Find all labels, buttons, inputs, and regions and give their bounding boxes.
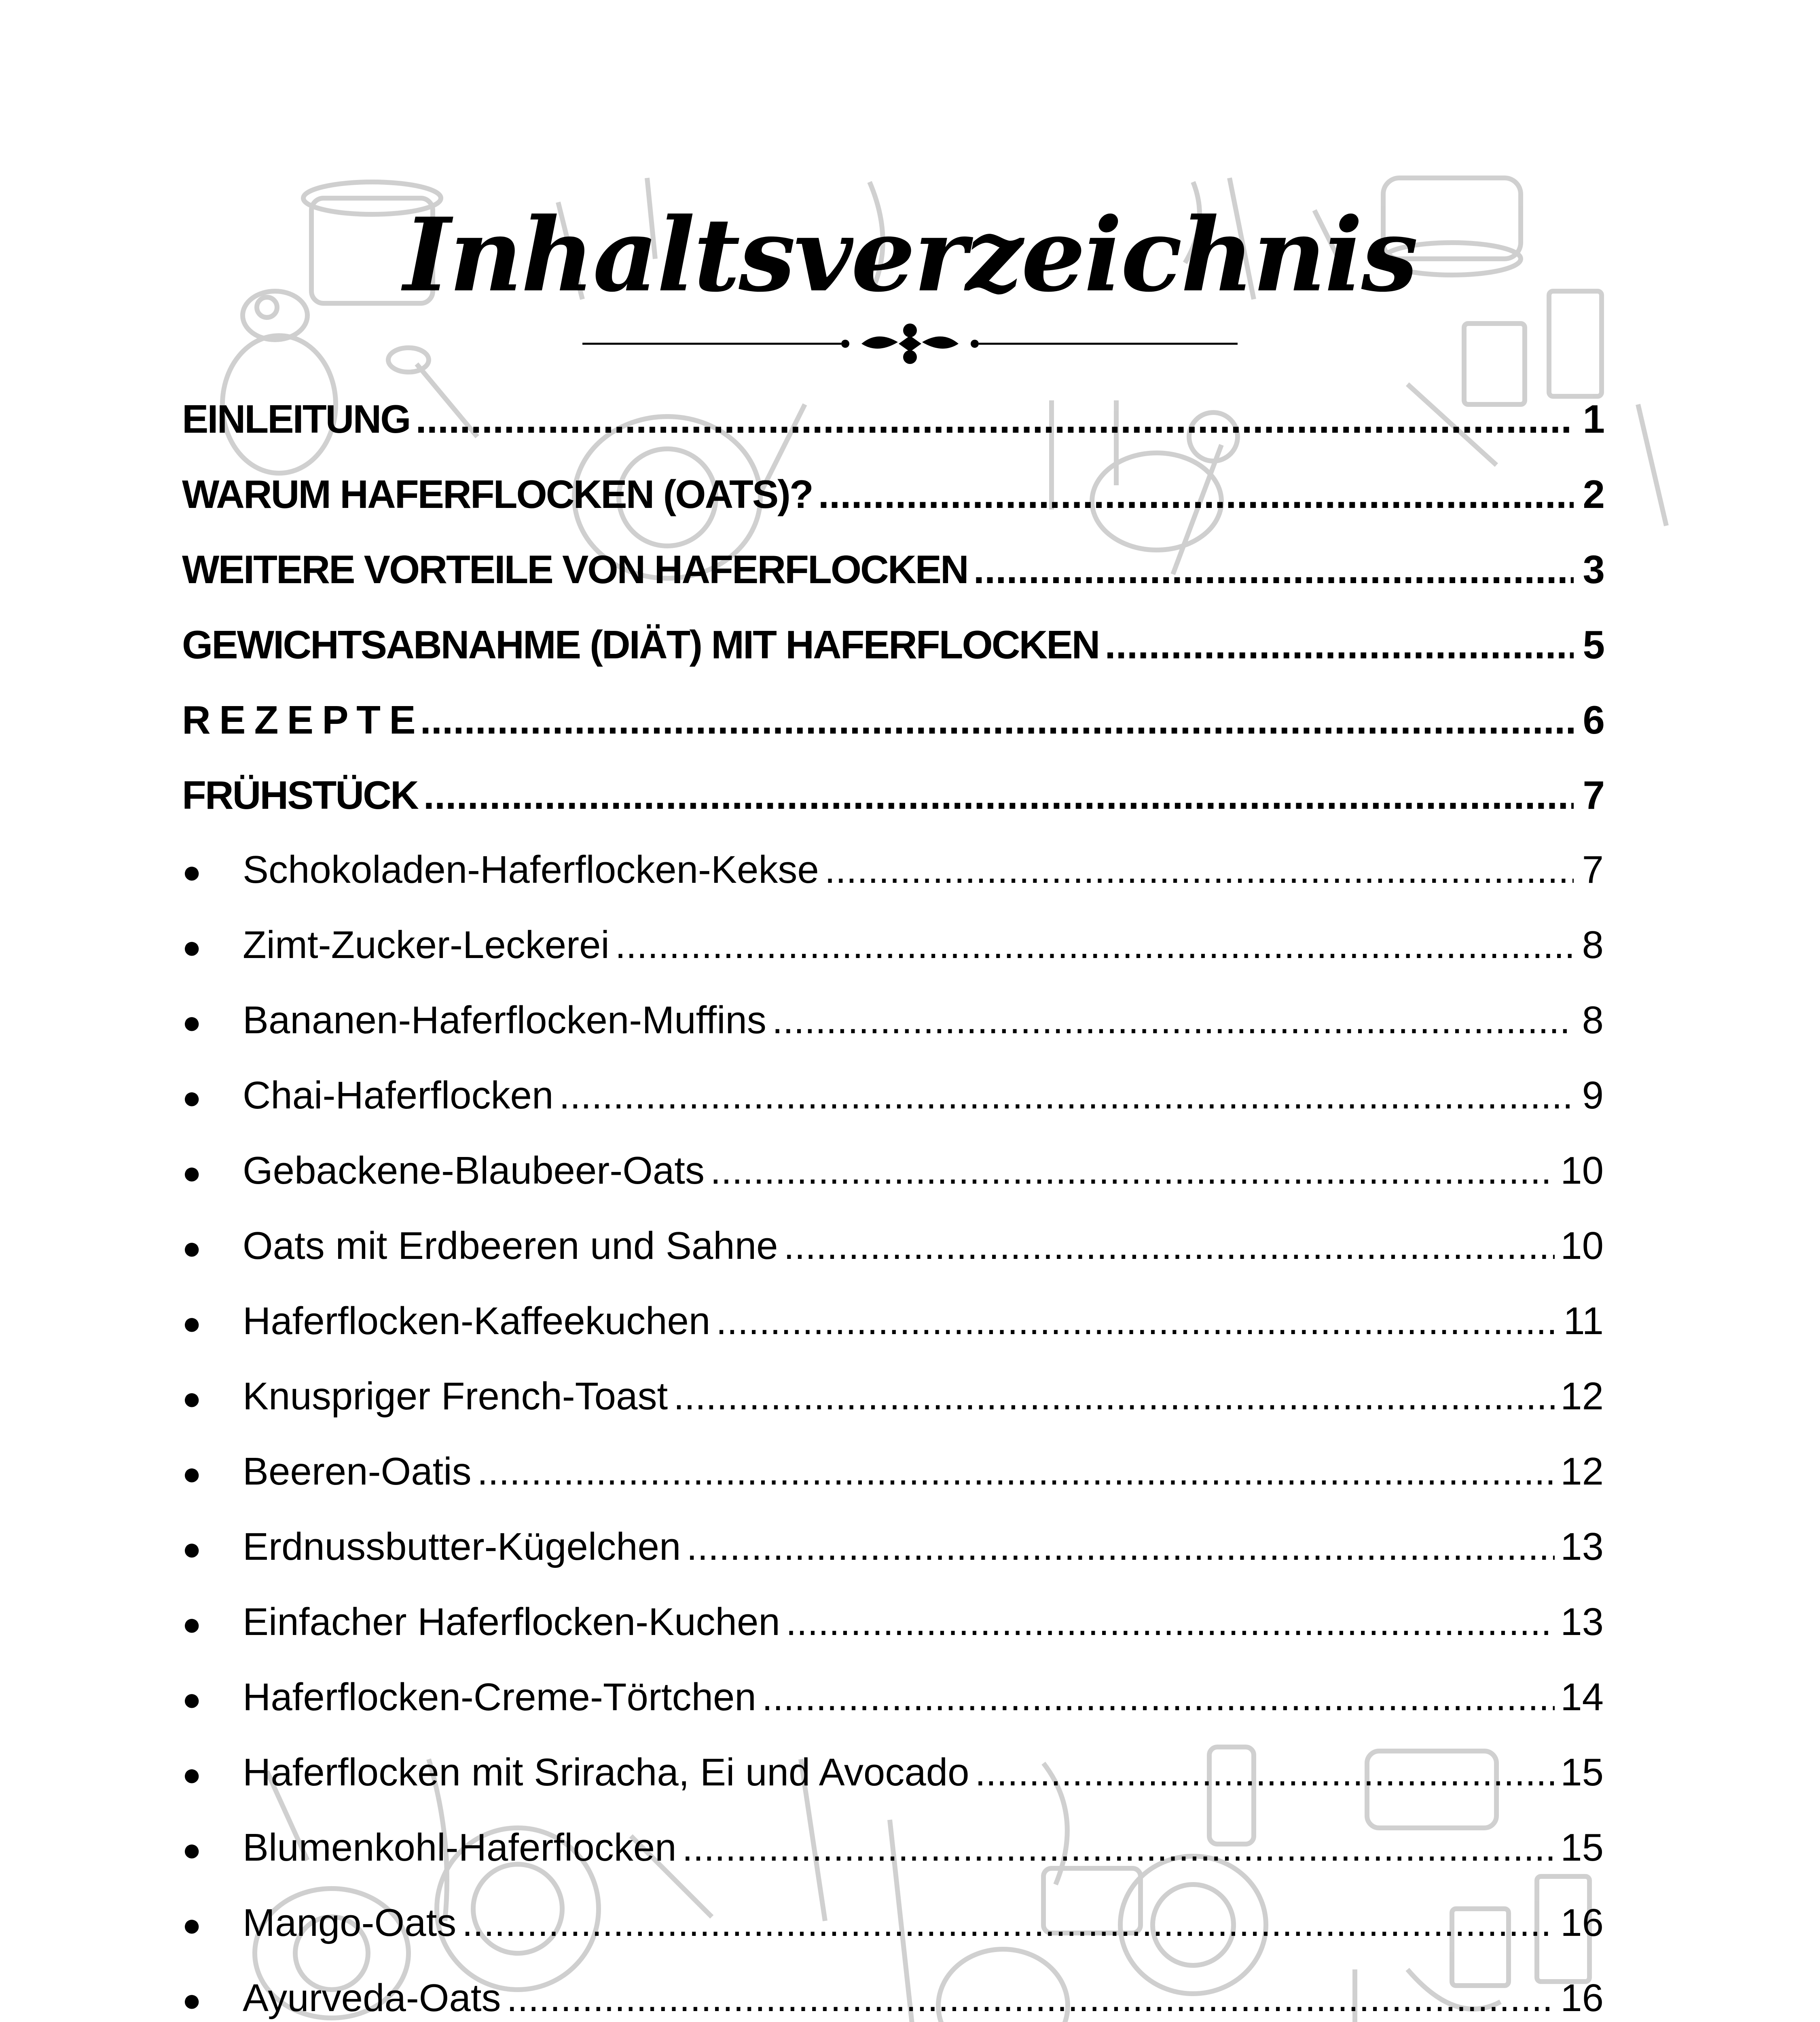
bullet-icon: ●	[182, 854, 202, 890]
toc-entry-label: Beeren-Oatis	[243, 1450, 472, 1493]
toc-entry-einleitung[interactable]	[182, 396, 1604, 472]
toc-entry-gewichtsabnahme[interactable]	[182, 622, 1604, 697]
bullet-icon: ●	[182, 1907, 202, 1943]
toc-leader-dots	[477, 1449, 1555, 1494]
toc-entry-weitere-vorteile[interactable]	[182, 547, 1604, 622]
toc-recipe-item[interactable]	[182, 848, 1604, 923]
toc-leader-dots	[818, 472, 1574, 517]
toc-entry-page: 16	[1560, 1901, 1604, 1944]
toc-entry-page: 13	[1560, 1525, 1604, 1568]
toc-entry-page: 15	[1560, 1826, 1604, 1869]
toc-entry-label: Bananen-Haferflocken-Muffins	[243, 998, 766, 1042]
toc-entry-label: Einfacher Haferflocken-Kuchen	[243, 1600, 780, 1643]
bullet-icon: ●	[182, 1681, 202, 1717]
bullet-icon: ●	[182, 1305, 202, 1341]
toc-leader-dots	[772, 998, 1574, 1043]
toc-recipe-item[interactable]	[182, 1901, 1604, 1976]
toc-leader-dots	[423, 772, 1574, 818]
toc-entry-page: 6	[1583, 698, 1604, 742]
toc-recipe-item[interactable]	[182, 1976, 1604, 2022]
toc-recipe-item[interactable]	[182, 998, 1604, 1073]
toc-entry-label: Oats mit Erdbeeren und Sahne	[243, 1224, 778, 1267]
toc-recipe-item[interactable]	[182, 1374, 1604, 1449]
toc-entry-page: 9	[1582, 1074, 1604, 1117]
toc-entry-label: Haferflocken mit Sriracha, Ei und Avocado	[243, 1751, 969, 1794]
toc-entry-label: Ayurveda-Oats	[243, 1976, 501, 2020]
toc-leader-dots	[686, 1525, 1555, 1569]
toc-entry-label: Knuspriger French-Toast	[243, 1375, 668, 1418]
toc-entry-page: 1	[1583, 397, 1604, 441]
table-of-contents	[182, 396, 1604, 2022]
toc-entry-page: 12	[1560, 1450, 1604, 1493]
toc-recipe-item[interactable]	[182, 1825, 1604, 1901]
toc-entry-page: 7	[1583, 773, 1604, 817]
toc-leader-dots	[615, 923, 1574, 967]
toc-entry-label: Zimt-Zucker-Leckerei	[243, 923, 609, 967]
toc-leader-dots	[762, 1675, 1555, 1720]
toc-entry-warum-haferflocken[interactable]	[182, 472, 1604, 547]
toc-leader-dots	[507, 1976, 1555, 2020]
toc-entry-page: 2	[1583, 472, 1604, 516]
toc-entry-label: FRÜHSTÜCK	[182, 773, 418, 817]
toc-leader-dots	[673, 1374, 1555, 1419]
bullet-icon: ●	[182, 1832, 202, 1868]
bullet-icon: ●	[182, 1606, 202, 1642]
toc-leader-dots	[682, 1825, 1555, 1870]
toc-entry-label: Gebackene-Blaubeer-Oats	[243, 1149, 705, 1192]
toc-recipe-item[interactable]	[182, 1750, 1604, 1825]
toc-leader-dots	[462, 1901, 1555, 1945]
toc-entry-page: 13	[1560, 1600, 1604, 1643]
toc-leader-dots	[975, 1750, 1555, 1795]
toc-entry-rezepte[interactable]	[182, 697, 1604, 772]
toc-entry-page: 10	[1560, 1149, 1604, 1192]
toc-recipe-item[interactable]	[182, 1299, 1604, 1374]
toc-recipe-item[interactable]	[182, 1449, 1604, 1525]
toc-recipe-item[interactable]	[182, 1148, 1604, 1224]
toc-entry-page: 8	[1582, 923, 1604, 967]
toc-leader-dots	[420, 697, 1574, 743]
bullet-icon: ●	[182, 1230, 202, 1266]
bullet-icon: ●	[182, 1380, 202, 1416]
toc-entry-label: GEWICHTSABNAHME (DIÄT) MIT HAFERFLOCKEN	[182, 622, 1099, 667]
toc-entry-page: 8	[1582, 998, 1604, 1042]
toc-entry-page: 12	[1560, 1375, 1604, 1418]
toc-entry-page: 3	[1583, 547, 1604, 592]
toc-entry-label: Schokoladen-Haferflocken-Kekse	[243, 848, 819, 891]
toc-entry-page: 16	[1560, 1976, 1604, 2020]
toc-recipe-item[interactable]	[182, 1675, 1604, 1750]
toc-leader-dots	[825, 848, 1574, 892]
bullet-icon: ●	[182, 1982, 202, 2018]
page-title: Inhaltsverzeichnis	[403, 195, 1417, 314]
bullet-icon: ●	[182, 929, 202, 965]
toc-entry-fruehstueck[interactable]	[182, 772, 1604, 848]
toc-entry-label: WARUM HAFERFLOCKEN (OATS)?	[182, 472, 813, 516]
toc-entry-page: 14	[1560, 1675, 1604, 1719]
toc-leader-dots	[1105, 622, 1574, 668]
toc-entry-page: 5	[1583, 622, 1604, 667]
bullet-icon: ●	[182, 1004, 202, 1040]
toc-entry-label: Mango-Oats	[243, 1901, 457, 1944]
toc-recipe-item[interactable]	[182, 1224, 1604, 1299]
bullet-icon: ●	[182, 1531, 202, 1567]
toc-leader-dots	[415, 396, 1574, 442]
toc-entry-label: Blumenkohl-Haferflocken	[243, 1826, 677, 1869]
toc-recipe-item[interactable]	[182, 1525, 1604, 1600]
toc-leader-dots	[559, 1073, 1574, 1118]
toc-entry-label: Erdnussbutter-Kügelchen	[243, 1525, 681, 1568]
toc-entry-label: Chai-Haferflocken	[243, 1074, 554, 1117]
ornamental-divider-icon	[582, 321, 1238, 366]
toc-recipe-item[interactable]	[182, 923, 1604, 998]
toc-entry-label: EINLEITUNG	[182, 397, 410, 441]
toc-leader-dots	[973, 547, 1574, 592]
bullet-icon: ●	[182, 1756, 202, 1792]
toc-entry-label: Haferflocken-Creme-Törtchen	[243, 1675, 756, 1719]
toc-entry-page: 11	[1563, 1299, 1604, 1343]
toc-leader-dots	[783, 1224, 1555, 1268]
toc-leader-dots	[786, 1600, 1555, 1644]
toc-entry-page: 7	[1582, 848, 1604, 891]
toc-entry-label: WEITERE VORTEILE VON HAFERFLOCKEN	[182, 547, 968, 592]
toc-entry-page: 15	[1560, 1751, 1604, 1794]
toc-entry-page: 10	[1560, 1224, 1604, 1267]
toc-entry-label: Haferflocken-Kaffeekuchen	[243, 1299, 711, 1343]
bullet-icon: ●	[182, 1079, 202, 1115]
toc-leader-dots	[716, 1299, 1558, 1343]
bullet-icon: ●	[182, 1455, 202, 1491]
toc-recipe-item[interactable]	[182, 1073, 1604, 1148]
toc-entry-label: R E Z E P T E	[182, 698, 415, 742]
toc-leader-dots	[710, 1148, 1555, 1193]
toc-recipe-item[interactable]	[182, 1600, 1604, 1675]
bullet-icon: ●	[182, 1155, 202, 1191]
